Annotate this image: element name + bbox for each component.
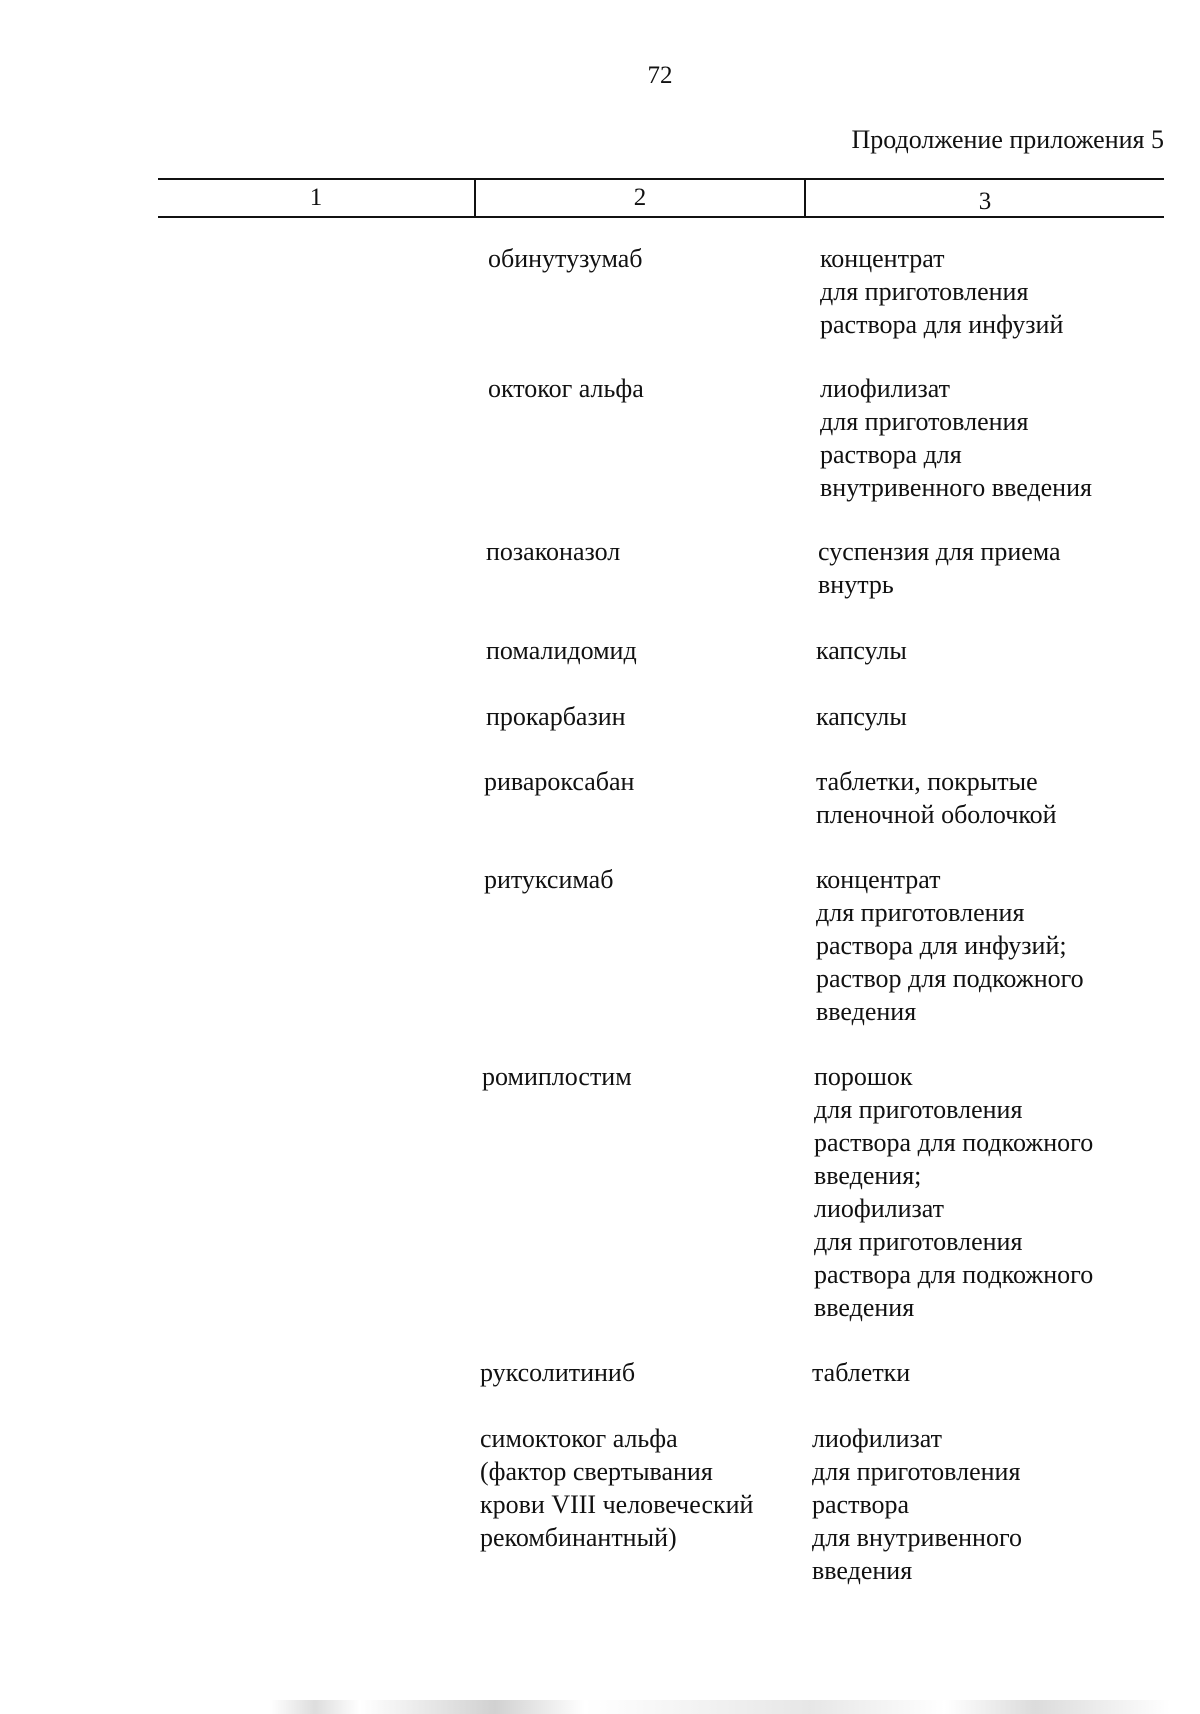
column-header-3: 3 bbox=[978, 188, 992, 215]
column-header-2: 2 bbox=[633, 184, 647, 211]
table-body bbox=[0, 242, 1200, 1585]
dosage-form: таблетки bbox=[812, 1358, 911, 1387]
dosage-form: лиофилизат для приготовления раствора для внутривенного введения bbox=[820, 374, 1092, 502]
column-header-1: 1 bbox=[309, 184, 323, 211]
table-row bbox=[0, 535, 1200, 634]
scan-artifact bbox=[270, 1700, 1170, 1714]
dosage-form: порошок для приготовления раствора для подкожного введения; лиофилизат для приготовления раствора для подкожного введения bbox=[814, 1062, 1094, 1322]
drug-name: прокарбазин bbox=[486, 702, 626, 731]
table-row bbox=[0, 1356, 1200, 1422]
table-row bbox=[0, 1422, 1200, 1585]
dosage-form: таблетки, покрытые пленочной оболочкой bbox=[816, 767, 1057, 829]
table-row bbox=[0, 863, 1200, 1060]
drug-name: позаконазол bbox=[486, 537, 621, 566]
table-row bbox=[0, 765, 1200, 863]
table-row bbox=[0, 372, 1200, 535]
drug-name: ритуксимаб bbox=[484, 865, 614, 894]
table-row bbox=[0, 1060, 1200, 1356]
page-number: 72 bbox=[647, 62, 673, 89]
drug-name: ромиплостим bbox=[482, 1062, 632, 1091]
annex-caption: Продолжение приложения 5 bbox=[851, 125, 1164, 154]
dosage-form: концентрат для приготовления раствора для инфузий bbox=[820, 244, 1064, 339]
drug-name: октоког альфа bbox=[488, 374, 644, 403]
dosage-form: капсулы bbox=[816, 636, 907, 665]
dosage-form: концентрат для приготовления раствора для инфузий; раствор для подкожного введения bbox=[816, 865, 1084, 1026]
table-row bbox=[0, 634, 1200, 700]
table-header-bottom-rule bbox=[158, 216, 1164, 218]
drug-name: руксолитиниб bbox=[480, 1358, 636, 1387]
dosage-form: лиофилизат для приготовления раствора для внутривенного введения bbox=[812, 1424, 1022, 1585]
dosage-form: капсулы bbox=[816, 702, 907, 731]
table-row bbox=[0, 242, 1200, 372]
dosage-form: суспензия для приема внутрь bbox=[818, 537, 1061, 599]
table-header-top-rule bbox=[158, 178, 1164, 180]
drug-name: помалидомид bbox=[486, 636, 637, 665]
drug-name: ривароксабан bbox=[484, 767, 635, 796]
table-row bbox=[0, 700, 1200, 765]
drug-name: обинутузумаб bbox=[488, 244, 643, 273]
drug-name: симоктоког альфа (фактор свертывания крови VIII человеческий рекомбинантный) bbox=[480, 1424, 754, 1552]
